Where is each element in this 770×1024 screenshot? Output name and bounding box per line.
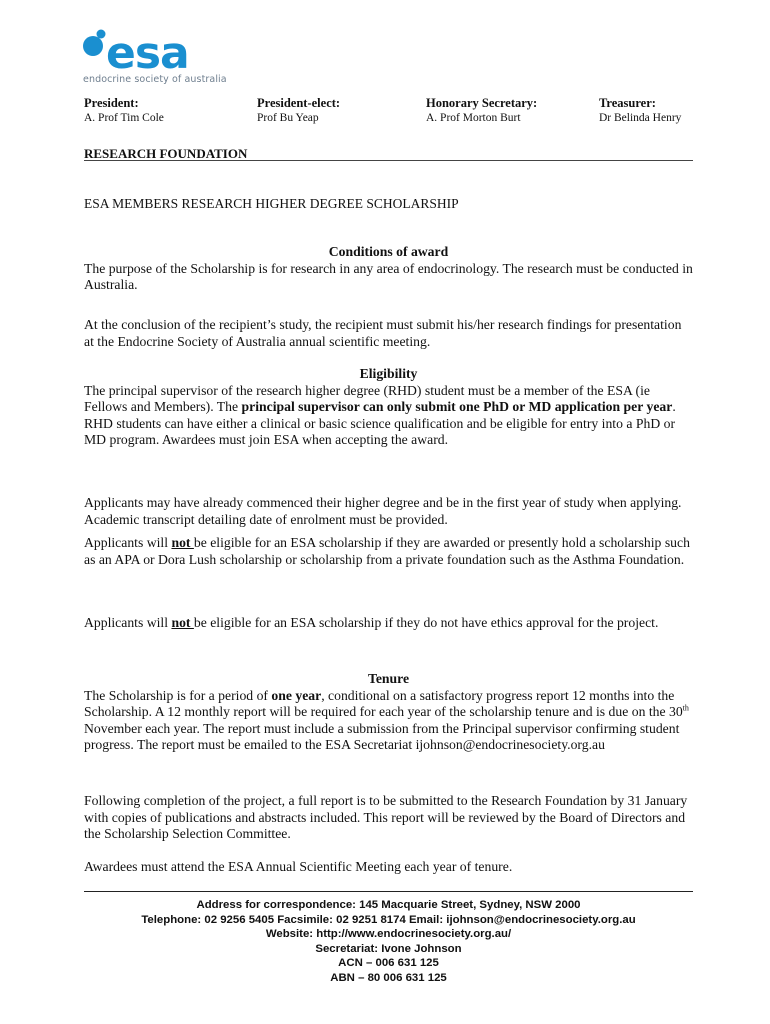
eligibility-section [84,366,693,449]
tenure-section [84,671,693,754]
officer-name: Prof Bu Yeap [257,112,319,124]
logo-dot-large [83,36,103,56]
eligibility-paragraph-4 [84,615,693,632]
footer-secretariat: Secretariat: Ivone Johnson [315,942,462,955]
eligibility-paragraph: Applicants may have already commenced their higher degree and be in the first year of study when applying. Academic transcript detailing date of enrolment must be provided. [84,495,682,527]
eligibility-paragraph-3 [84,535,693,568]
officer-name: Dr Belinda Henry [599,112,682,124]
document-title: ESA MEMBERS RESEARCH HIGHER DEGREE SCHOLARSHIP [84,196,459,211]
tenure-paragraph-3 [84,859,693,876]
officer-role: Treasurer: [599,96,656,110]
tenure-paragraph: Awardees must attend the ESA Annual Scientific Meeting each year of tenure. [84,859,513,874]
not-emphasis: not [171,535,194,550]
officer-name: A. Prof Tim Cole [84,112,164,124]
eligibility-emphasis: principal supervisor can only submit one PhD or MD application per year [241,399,673,414]
footer-divider [84,891,693,892]
footer-website: Website: http://www.endocrinesociety.org.au/ [265,928,512,940]
officer-honorary-secretary [426,96,537,126]
footer-address: Address for correspondence: 145 Macquarie Street, Sydney, NSW 2000 [196,899,581,911]
conditions-heading: Conditions of award [328,244,449,259]
logo-subtitle: endocrine society of australia [83,74,227,85]
officer-role: Honorary Secretary: [426,96,538,110]
tenure-paragraph-2 [84,793,693,843]
eligibility-paragraph-2 [84,495,693,528]
divider [84,160,693,161]
footer-abn: ABN – 80 006 631 125 [330,971,447,984]
tenure-emphasis: one year [271,687,322,703]
not-emphasis: not [171,615,194,630]
conditions-paragraph: At the conclusion of the recipient’s study, the recipient must submit his/her research findings for presentation at the Endocrine Society of Australia annual scientific meeting. [84,317,682,349]
officer-president [84,96,164,126]
footer-contact: Telephone: 02 9256 5405 Facsimile: 02 9251 8174 Email: ijohnson@endocrinesociety.org.au [141,913,636,926]
officer-role: President-elect: [257,96,341,110]
section-heading: RESEARCH FOUNDATION [84,146,248,161]
logo-wordmark: esa [106,28,189,79]
eligibility-paragraph: Applicants will not be eligible for an ESA scholarship if they do not have ethics approval for the project. [84,615,659,630]
conditions-paragraph-2 [84,317,693,350]
officer-name: A. Prof Morton Burt [426,112,521,124]
officer-treasurer [599,96,681,126]
officer-role: President: [84,96,139,110]
conditions-section [84,244,693,294]
eligibility-paragraph: The principal supervisor of the research higher degree (RHD) student must be a member of the ESA (ie Fellows and Members). The principal supervisor can only submit one PhD or MD application per year. RHD students can have either a clinical or basic science qualification and be eligible for entry into a PhD or MD program. Awardees must join ESA when accepting the award. [84,382,676,447]
footer-acn: ACN – 006 631 125 [338,957,439,969]
eligibility-heading: Eligibility [359,366,418,381]
conditions-paragraph: The purpose of the Scholarship is for research in any area of endocrinology. The research must be conducted in Australia. [84,260,693,292]
tenure-paragraph: The Scholarship is for a period of one year, conditional on a satisfactory progress report 12 months into the Scholarship. A 12 monthly report will be required for each year of the scholarship tenure and is due on the 30th November each year. The report must include a submission from the Principal supervisor confirming student progress. The report must be emailed to the ESA Secretariat ijohnson@endocrinesociety.org.au [84,687,689,752]
logo-dot-small [97,30,106,39]
tenure-paragraph: Following completion of the project, a full report is to be submitted to the Research Foundation by 31 January with copies of publications and abstracts included. This report will be reviewed by the Board of Directors and the Scholarship Selection Committee. [84,793,688,841]
officer-president-elect [257,96,340,126]
tenure-heading: Tenure [367,671,410,686]
eligibility-paragraph: Applicants will not be eligible for an ESA scholarship if they are awarded or presently hold a scholarship such as an APA or Dora Lush scholarship or scholarship from a private foundation such as the Asthma Foundation. [84,535,690,567]
footer [84,898,693,985]
